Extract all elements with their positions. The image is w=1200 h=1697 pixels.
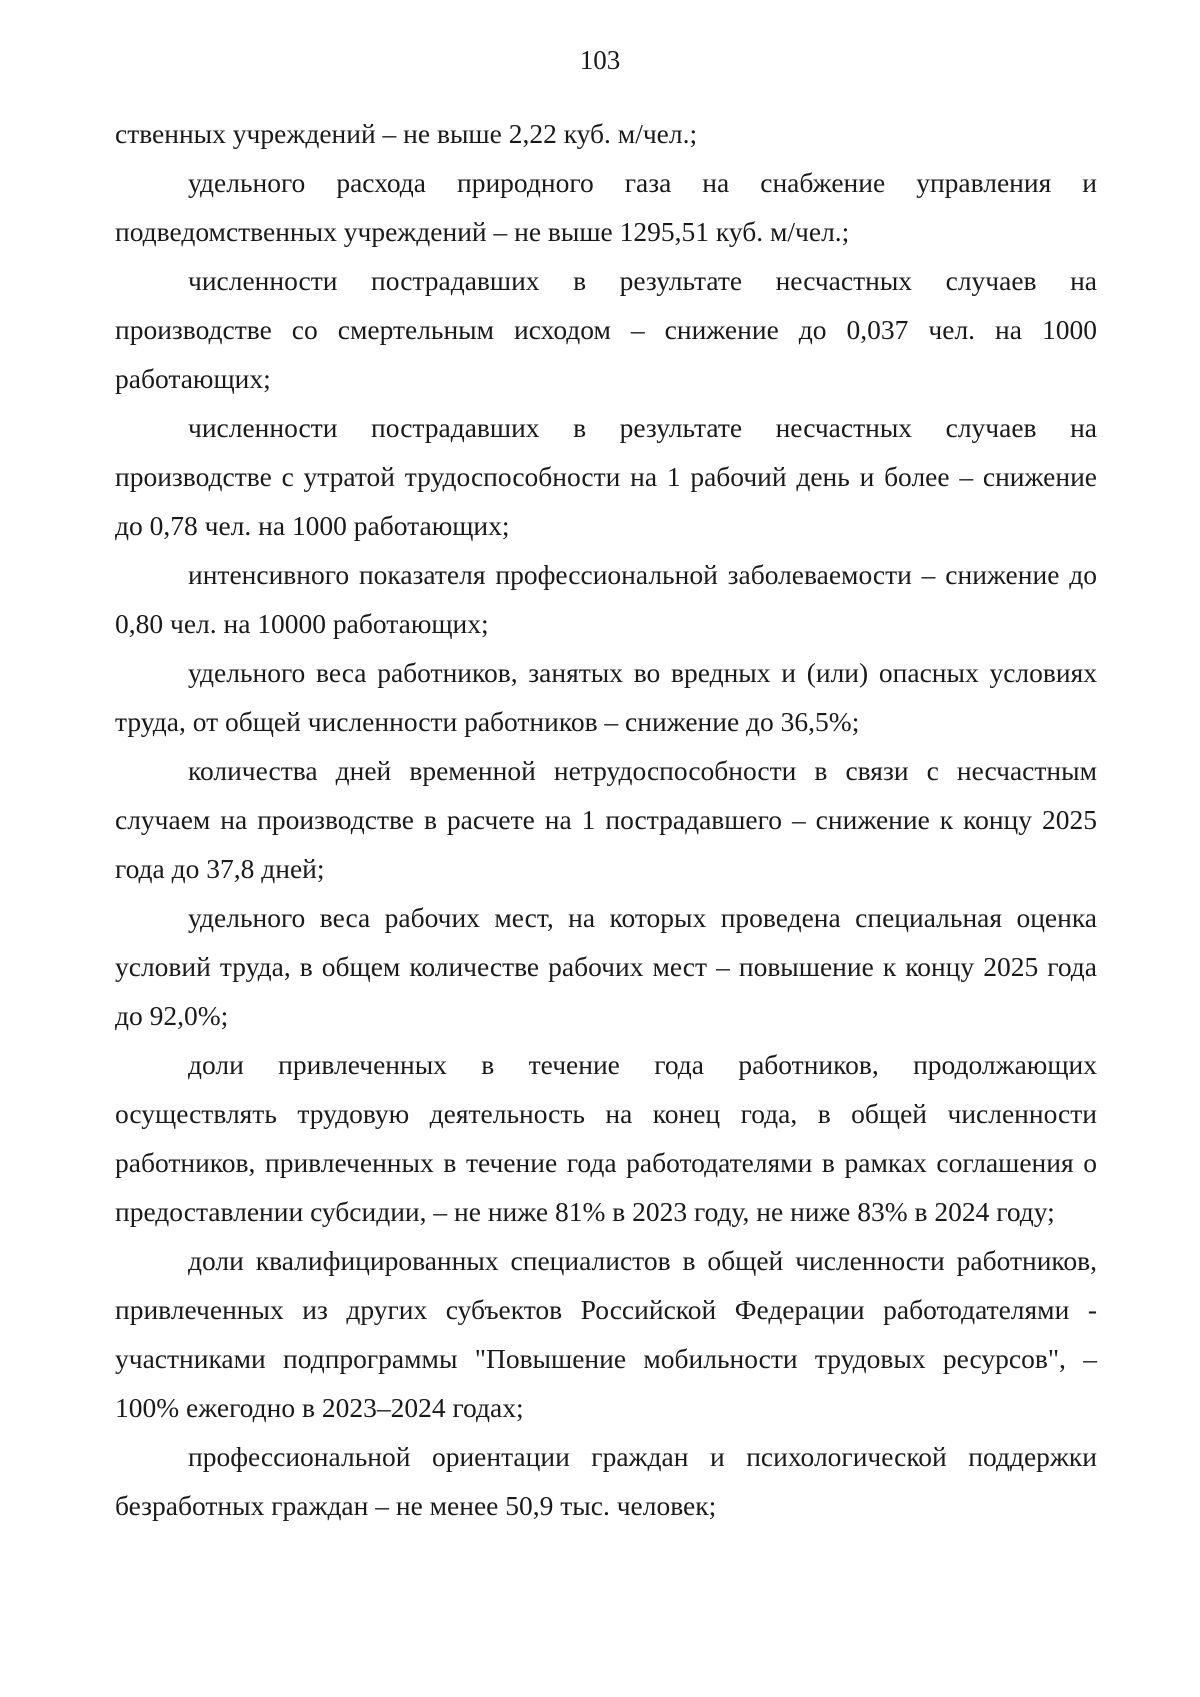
paragraph-hazardous-conditions: удельного веса работников, занятых во вредных и (или) опасных условиях труда, от общей численности работников – снижение до 36,5%; [115,657,1097,737]
paragraph-retained-workers: доли привлеченных в течение года работников, продолжающих осуществлять трудовую деятельность на конец года, в общей численности работников, привлеченных в течение года работодателями в рамках соглашения о предоставлении субсидии, – не ниже 81% в 2023 году, не ниже 83% в 2024 году; [115,1049,1097,1227]
paragraph-working-conditions-assessment: удельного веса рабочих мест, на которых проведена специальная оценка условий труда, в общем количестве рабочих мест – повышение к концу 2025 года до 92,0%; [115,902,1097,1031]
paragraph-occupational-disease: интенсивного показателя профессиональной заболеваемости – снижение до 0,80 чел. на 10000 работающих; [115,559,1097,639]
paragraph-fatal-accidents: численности пострадавших в результате несчастных случаев на производстве со смертельным исходом – снижение до 0,037 чел. на 1000 работающих; [115,265,1097,394]
paragraph-disability-accidents: численности пострадавших в результате несчастных случаев на производстве с утратой трудоспособности на 1 рабочий день и более – снижение до 0,78 чел. на 1000 работающих; [115,412,1097,541]
document-body [115,109,1097,1530]
page-number: 103 [579,45,621,75]
paragraph-continuation: ственных учреждений – не выше 2,22 куб. м/чел.; [115,118,698,149]
paragraph-natural-gas: удельного расхода природного газа на снабжение управления и подведомственных учреждений – не выше 1295,51 куб. м/чел.; [115,167,1097,247]
paragraph-disability-days: количества дней временной нетрудоспособности в связи с несчастным случаем на производстве в расчете на 1 пострадавшего – снижение к концу 2025 года до 37,8 дней; [115,755,1097,884]
paragraph-qualified-specialists: доли квалифицированных специалистов в общей численности работников, привлеченных из других субъектов Российской Федерации работодателями - участниками подпрограммы "Повышение мобильности трудовых ресурсов", – 100% ежегодно в 2023–2024 годах; [115,1245,1097,1423]
paragraph-career-guidance: профессиональной ориентации граждан и психологической поддержки безработных граждан – не менее 50,9 тыс. человек; [115,1441,1097,1521]
